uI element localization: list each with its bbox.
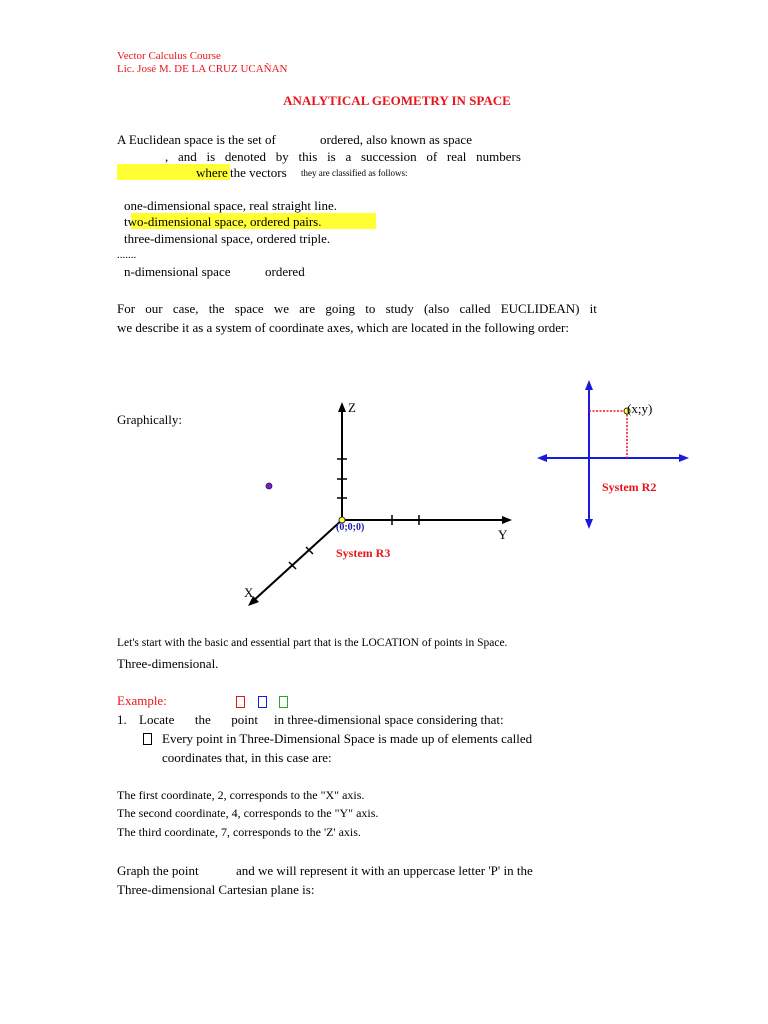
intro-line1a: A Euclidean space is the set of — [117, 132, 276, 147]
y-axis-label: Y — [498, 527, 508, 542]
list-item-nd: n-dimensional space — [124, 264, 231, 279]
intro-line2-word: denoted — [224, 149, 267, 164]
coord-third: The third coordinate, 7, corresponds to the 'Z' axis. — [117, 825, 361, 839]
paragraph2-line1-word: case, — [172, 301, 199, 316]
intro-line2-word: by — [275, 149, 289, 164]
r2-point-label: (x;y) — [627, 401, 653, 416]
location-line1: Let's start with the basic and essential part that is the LOCATION of points in Space. — [117, 637, 508, 649]
r2-horizontal-arrow-right — [679, 454, 689, 462]
list-item-nd-ordered: ordered — [265, 264, 305, 279]
intro-line2-word: numbers — [476, 149, 521, 164]
list-item-2d: two-dimensional space, ordered pairs. — [124, 214, 322, 229]
intro-line2-word: a — [345, 149, 352, 164]
intro-line2-word: is — [206, 149, 216, 164]
glyph-box-red-icon — [236, 696, 245, 708]
z-axis-label: Z — [348, 400, 356, 415]
location-line2: Three-dimensional. — [117, 656, 219, 671]
list-dots: ....... — [117, 249, 137, 261]
glyph-box-green-icon — [279, 696, 288, 708]
graph-point-line1a: Graph the point — [117, 863, 199, 878]
r2-vertical-arrow-top — [585, 380, 593, 390]
graph-point-line2: Three-dimensional Cartesian plane is: — [117, 882, 315, 897]
example-label: Example: — [117, 693, 167, 708]
paragraph2-line1-word: study — [385, 301, 414, 316]
step-locate-words — [139, 712, 258, 728]
author-name: Lic. José M. DE LA CRUZ UCAÑAN — [117, 63, 288, 75]
paragraph2-line1-word: EUCLIDEAN) — [500, 301, 580, 316]
bullet-line2: coordinates that, in this case are: — [162, 750, 332, 765]
paragraph2-line1-word: (also — [423, 301, 450, 316]
list-item-3d: three-dimensional space, ordered triple. — [124, 231, 331, 246]
step-word: the — [194, 712, 211, 727]
graph-point-line1b: and we will represent it with an uppercase letter 'P' in the — [236, 863, 533, 878]
example-glyphs — [231, 696, 293, 710]
system-r2-label: System R2 — [602, 480, 657, 494]
paragraph2-line1-word: going — [325, 301, 355, 316]
intro-line2-word: succession — [360, 149, 417, 164]
intro-line2-word: this — [298, 149, 318, 164]
intro-classified: they are classified as follows: — [301, 168, 408, 178]
intro-line2-word: is — [327, 149, 336, 164]
r2-horizontal-arrow-left — [537, 454, 547, 462]
paragraph2-line1-word: called — [459, 301, 491, 316]
intro-line1b: ordered, also known as space — [320, 132, 472, 147]
paragraph2-line2: we describe it as a system of coordinate axes, which are located in the following order: — [117, 320, 569, 335]
bullet-icon — [143, 733, 152, 747]
course-name: Vector Calculus Course — [117, 50, 221, 62]
glyph-box-blue-icon — [258, 696, 267, 708]
step-word: Locate — [139, 712, 175, 727]
coord-second: The second coordinate, 4, corresponds to the "Y" axis. — [117, 806, 379, 820]
list-item-1d: one-dimensional space, real straight line. — [124, 198, 337, 213]
graphically-label: Graphically: — [117, 412, 182, 427]
intro-vectors: the vectors — [230, 165, 287, 180]
paragraph2-line1-word: space — [234, 301, 264, 316]
page-title: ANALYTICAL GEOMETRY IN SPACE — [283, 93, 511, 108]
bullet-line1: Every point in Three-Dimensional Space is made up of elements called — [162, 731, 533, 746]
intro-where: where — [196, 165, 228, 180]
x-axis-label: X — [244, 585, 254, 600]
intro-line2-word: , — [165, 149, 169, 164]
intro-line2-word: of — [426, 149, 438, 164]
intro-line2-word: real — [446, 149, 467, 164]
r2-vertical-arrow-bottom — [585, 519, 593, 529]
coord-first: The first coordinate, 2, corresponds to the "X" axis. — [117, 788, 365, 802]
paragraph2-line1-word: we — [273, 301, 290, 316]
paragraph2-line1-word: our — [145, 301, 163, 316]
paragraph2-line1-word: it — [589, 301, 597, 316]
intro-line2-word: and — [177, 149, 197, 164]
step-word: point — [231, 712, 258, 727]
paragraph2-line1-word: are — [299, 301, 316, 316]
origin-label: (0;0;0) — [336, 522, 365, 533]
system-r3-label: System R3 — [336, 546, 391, 560]
paragraph2-line1-word: For — [117, 301, 136, 316]
step-rest: in three-dimensional space considering that: — [274, 712, 504, 727]
paragraph2-line1-word: the — [208, 301, 225, 316]
paragraph2-line1-word: to — [365, 301, 376, 316]
step-number: 1. — [117, 712, 127, 727]
